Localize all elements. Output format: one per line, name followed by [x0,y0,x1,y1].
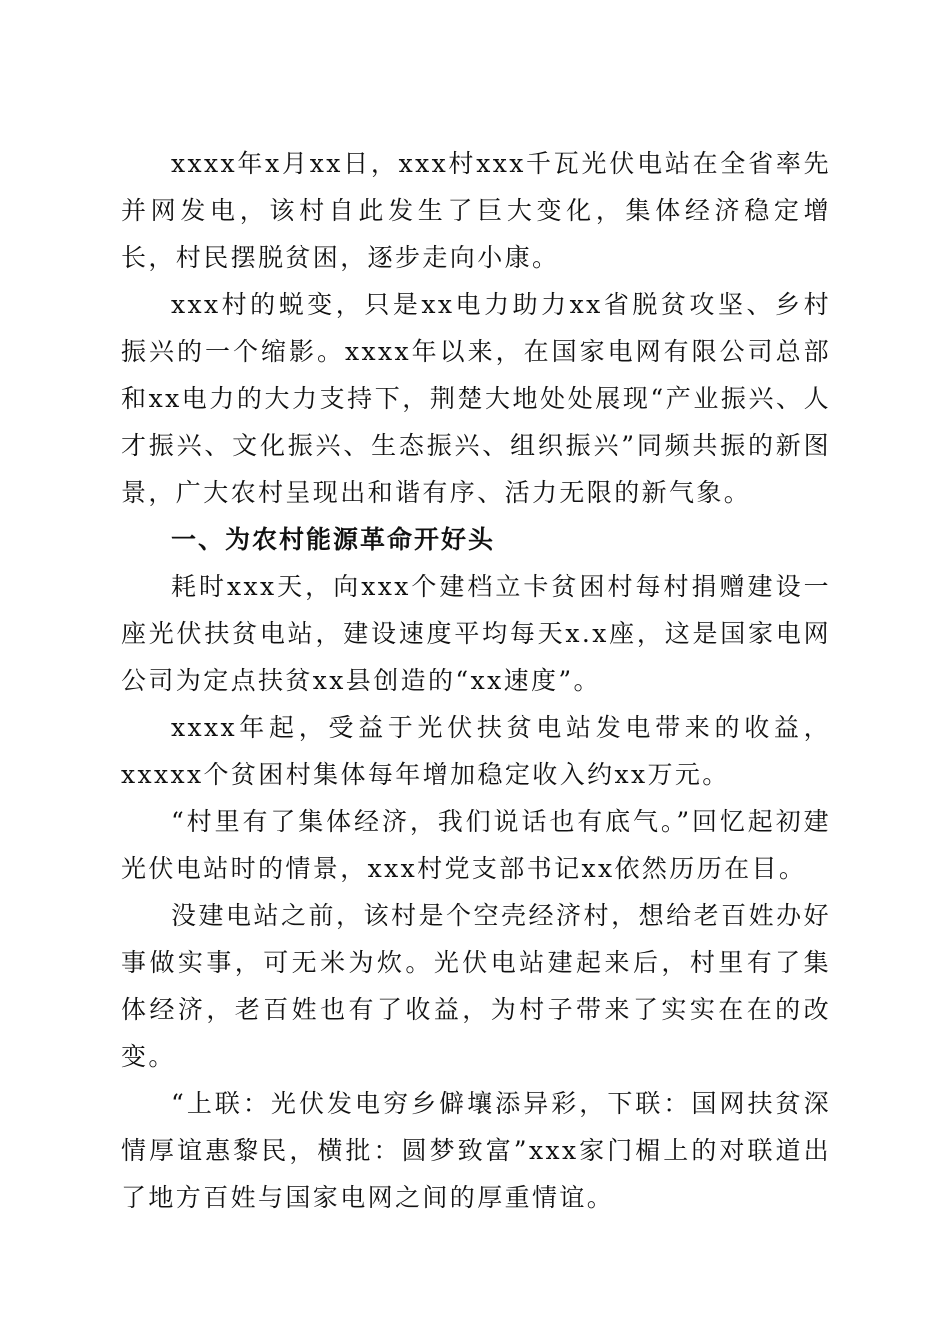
paragraph-secretary-quote: “村里有了集体经济，我们说话也有底气。”回忆起初建光伏电站时的情景，xxx村党支部书记xx依然历历在目。 [121,807,831,883]
paragraph-before-and-after: 没建电站之前，该村是个空壳经济村，想给老百姓办好事做实事，可无米为炊。光伏电站建起来后，村里有了集体经济，老百姓也有了收益，为村子带来了实实在在的改变。 [121,901,831,1071]
section-heading: 一、为农村能源革命开好头 [171,525,496,554]
paragraph-couplet: “上联：光伏发电穷乡僻壤添异彩，下联：国网扶贫深情厚谊惠黎民，横批：圆梦致富”xxx家门楣上的对联道出了地方百姓与国家电网之间的厚重情谊。 [121,1089,831,1212]
paragraph-grid-connection: xxxx年x月xx日，xxx村xxx千瓦光伏电站在全省率先并网发电，该村自此发生了巨大变化，集体经济稳定增长，村民摆脱贫困，逐步走向小康。 [121,149,831,272]
paragraph-construction-speed: 耗时xxx天，向xxx个建档立卡贫困村每村捐赠建设一座光伏扶贫电站，建设速度平均每天x.x座，这是国家电网公司为定点扶贫xx县创造的“xx速度”。 [121,572,831,695]
document-body [121,140,831,1221]
paragraph-income-increase: xxxx年起，受益于光伏扶贫电站发电带来的收益，xxxxx个贫困村集体每年增加稳定收入约xx万元。 [121,713,831,789]
paragraph-village-transformation: xxx村的蜕变，只是xx电力助力xx省脱贫攻坚、乡村振兴的一个缩影。xxxx年以来，在国家电网有限公司总部和xx电力的大力支持下，荆楚大地处处展现“产业振兴、人才振兴、文化振兴、生态振兴、组织振兴”同频共振的新图景，广大农村呈现出和谐有序、活力无限的新气象。 [121,290,831,507]
